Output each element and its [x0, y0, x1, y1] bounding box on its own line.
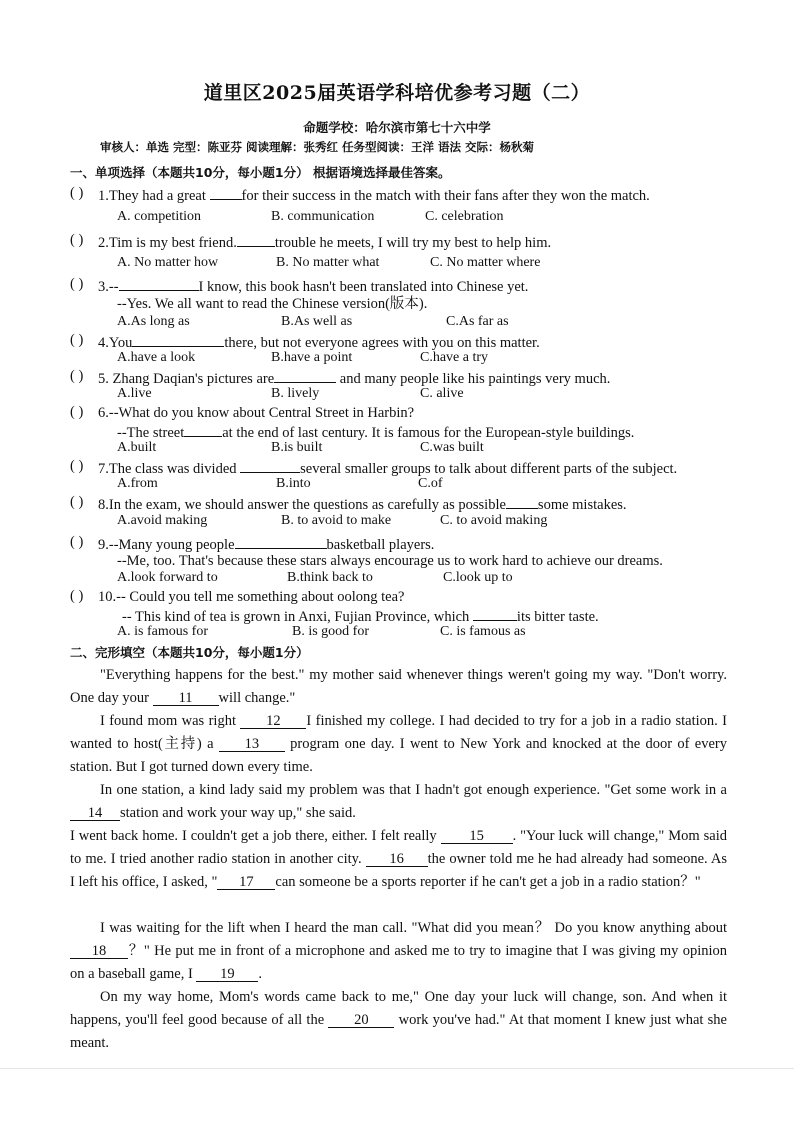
question-text: its bitter taste.: [516, 609, 599, 625]
paragraph-text: I found mom was right: [100, 713, 241, 729]
answer-blank: [210, 185, 242, 200]
school-line: 命题学校：哈尔滨市第七十六中学: [303, 120, 491, 135]
blank-20: 20: [328, 1013, 394, 1028]
blank-13: 13: [219, 737, 285, 752]
reviewers-line: 审核人：单选 完型：陈亚芬 阅读理解：张秀红 任务型阅读：王洋 语法 交际：杨秋菊: [100, 140, 535, 154]
option-b: B.have a point: [271, 350, 353, 365]
question-7: [98, 458, 677, 478]
option-c: C.have a try: [420, 350, 489, 365]
question-text: and many people like his paintings very much.: [336, 371, 611, 387]
blank-16: 16: [366, 852, 428, 867]
question-text: 3.--: [98, 279, 119, 295]
option-c: C. celebration: [425, 209, 504, 224]
option-a: A.As long as: [117, 314, 190, 329]
paragraph-text: "Everything happens for the best." my mother said whenever things weren't going my way. "Don't worry. One day your: [70, 667, 727, 706]
option-b: B. to avoid to make: [281, 513, 392, 528]
blank-17: 17: [217, 875, 275, 890]
answer-blank: [184, 422, 222, 437]
question-text: for their success in the match with their fans after they won the match.: [241, 188, 650, 204]
dialogue-line: [117, 422, 634, 442]
option-a: A. No matter how: [117, 255, 219, 270]
paragraph-text: can someone be a sports reporter if he can't get a job in a radio station？": [275, 874, 701, 890]
question-text: 9.--Many young people: [98, 537, 235, 553]
paragraph-text: .: [258, 966, 263, 982]
paragraph-text: ？" He put me in front of a microphone and asked me to try to imagine that I was giving my opinion on a baseball game, I: [70, 943, 727, 982]
question-text: 2.Tim is my best friend.: [98, 235, 237, 251]
question-3: [98, 276, 528, 296]
dialogue-line: --Me, too. That's because these stars always encourage us to work hard to achieve our dreams.: [117, 553, 663, 569]
option-c: C. alive: [420, 386, 464, 401]
blank-19: 19: [196, 967, 258, 982]
option-a: A.from: [117, 476, 158, 491]
dialogue-line: --Yes. We all want to read the Chinese version(版本).: [117, 296, 428, 312]
option-a: A.look forward to: [117, 570, 218, 585]
answer-paren[interactable]: ( ): [70, 276, 84, 292]
answer-paren[interactable]: ( ): [70, 232, 84, 248]
answer-paren[interactable]: ( ): [70, 332, 84, 348]
option-c: C. No matter where: [430, 255, 541, 270]
paragraph-text: station and work your way up," she said.: [120, 805, 356, 821]
question-2: [98, 232, 551, 252]
page-title: 道里区2025届英语学科培优参考习题（二）: [203, 82, 591, 104]
paragraph-text: . "Your luck will change," Mom said to me. I tried another radio station in another city.: [70, 828, 728, 867]
question-text: at the end of last century. It is famous for the European-style buildings.: [222, 425, 635, 441]
question-5: [98, 368, 610, 388]
answer-blank: [237, 232, 275, 247]
question-text: basketball players.: [326, 537, 435, 553]
option-b: B. lively: [271, 386, 320, 401]
cloze-paragraph-1: [70, 664, 727, 710]
option-a: A. competition: [117, 209, 201, 224]
question-text: trouble he meets, I will try my best to help him.: [274, 235, 552, 251]
paragraph-text: work you've had." At that moment I knew just what she meant.: [70, 1012, 727, 1051]
page-bottom-divider: [0, 1068, 794, 1069]
option-b: B.think back to: [287, 570, 373, 585]
answer-paren[interactable]: ( ): [70, 404, 84, 420]
option-c: C.of: [418, 476, 443, 491]
option-c: C. to avoid making: [440, 513, 548, 528]
answer-paren[interactable]: ( ): [70, 494, 84, 510]
paragraph-text: program one day. I went to New York and knocked at the door of every station. But I got turned down every time.: [70, 736, 727, 775]
question-10: 10.-- Could you tell me something about oolong tea?: [98, 589, 405, 605]
answer-blank: [274, 368, 336, 383]
paragraph-text: the owner told me he had already had someone. As I left his office, I asked, ": [70, 851, 727, 890]
paragraph-text: I was waiting for the lift when I heard the man call. "What did you mean？ Do you know anything about: [100, 920, 727, 936]
answer-blank: [119, 276, 199, 291]
option-b: B.into: [276, 476, 311, 491]
option-b: B. No matter what: [276, 255, 380, 270]
question-text: --The street: [117, 425, 185, 441]
option-c: C.was built: [420, 440, 484, 455]
dialogue-line: [122, 606, 599, 626]
option-a: A. is famous for: [117, 624, 208, 639]
option-b: B.As well as: [281, 314, 353, 329]
paragraph-text: will change.": [218, 690, 296, 706]
cloze-paragraph-3: [70, 779, 727, 825]
option-b: B. is good for: [292, 624, 369, 639]
cloze-paragraph-2: [70, 710, 727, 779]
paragraph-text: In one station, a kind lady said my problem was that I hadn't got enough experience. "Get some work in a: [100, 782, 727, 798]
option-a: A.live: [117, 386, 152, 401]
answer-blank: [473, 606, 517, 621]
option-c: C. is famous as: [440, 624, 526, 639]
question-text: 5. Zhang Daqian's pictures are: [98, 371, 275, 387]
question-text: there, but not everyone agrees with you on this matter.: [224, 335, 540, 351]
option-c: C.As far as: [446, 314, 509, 329]
blank-14: 14: [70, 806, 120, 821]
question-text: -- This kind of tea is grown in Anxi, Fujian Province, which: [122, 609, 473, 625]
blank-18: 18: [70, 944, 128, 959]
option-b: B.is built: [271, 440, 323, 455]
answer-paren[interactable]: ( ): [70, 588, 84, 604]
question-9: [98, 534, 434, 554]
question-text: several smaller groups to talk about different parts of the subject.: [300, 461, 678, 477]
option-a: A.built: [117, 440, 157, 455]
answer-blank: [235, 534, 327, 549]
answer-blank: [240, 458, 300, 473]
question-1: [98, 185, 650, 205]
option-c: C.look up to: [443, 570, 513, 585]
option-a: A.have a look: [117, 350, 196, 365]
question-text: 1.They had a great: [98, 188, 210, 204]
answer-paren[interactable]: ( ): [70, 534, 84, 550]
question-6: 6.--What do you know about Central Street in Harbin?: [98, 405, 415, 421]
question-8: [98, 494, 627, 514]
section2-heading: 二、完形填空（本题共10分，每小题1分）: [70, 645, 309, 660]
question-text: 4.You: [98, 335, 133, 351]
blank-11: 11: [153, 691, 219, 706]
blank-15: 15: [441, 829, 513, 844]
answer-blank: [506, 494, 538, 509]
question-text: 8.In the exam, we should answer the questions as carefully as possible: [98, 497, 506, 513]
section1-heading: 一、单项选择（本题共10分，每小题1分） 根据语境选择最佳答案。: [70, 165, 451, 180]
answer-paren[interactable]: ( ): [70, 185, 84, 201]
cloze-paragraph-5: [70, 917, 727, 986]
question-4: [98, 332, 540, 352]
answer-paren[interactable]: ( ): [70, 368, 84, 384]
answer-blank: [132, 332, 224, 347]
cloze-paragraph-6: [70, 986, 727, 1055]
paragraph-text: I finished my college. I had decided to try for a job in a radio station. I wanted to host(主持) a: [70, 713, 728, 752]
question-text: 7.The class was divided: [98, 461, 241, 477]
question-text: I know, this book hasn't been translated into Chinese yet.: [198, 279, 529, 295]
cloze-paragraph-4: [70, 825, 727, 894]
question-text: some mistakes.: [537, 497, 627, 513]
paragraph-text: I went back home. I couldn't get a job there, either. I felt really: [70, 828, 441, 844]
answer-paren[interactable]: ( ): [70, 458, 84, 474]
paragraph-text: On my way home, Mom's words came back to me," One day your luck will change, son. And when it happens, you'll feel good because of all the: [70, 989, 727, 1028]
option-a: A.avoid making: [117, 513, 208, 528]
option-b: B. communication: [271, 209, 375, 224]
blank-12: 12: [240, 714, 306, 729]
